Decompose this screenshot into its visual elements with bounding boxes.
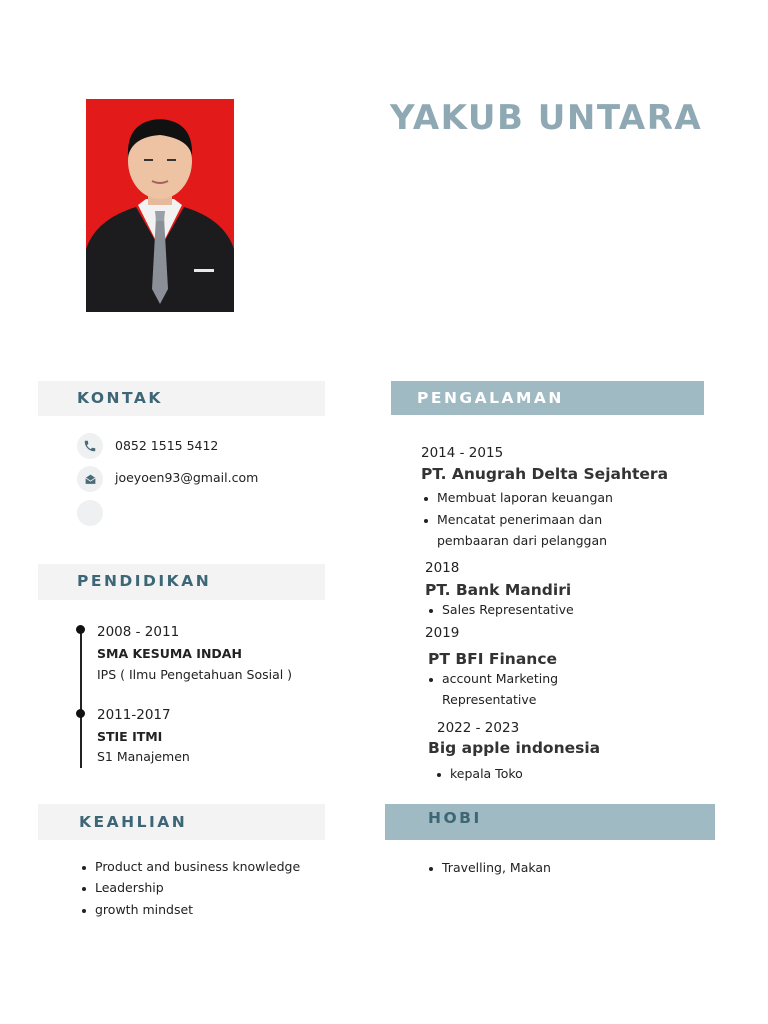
experience-duty: kepala Toko <box>450 766 523 781</box>
experience-company: PT BFI Finance <box>428 650 558 668</box>
education-section-title: PENDIDIKAN <box>77 572 212 590</box>
timeline-dot <box>76 709 85 718</box>
profile-photo <box>86 99 234 312</box>
skill-item: Product and business knowledge <box>95 859 301 874</box>
skills-section-title: KEAHLIAN <box>79 813 188 831</box>
person-name: YAKUB UNTARA <box>390 98 703 138</box>
education-major: S1 Manajemen <box>97 749 190 764</box>
experience-duty: Sales Representative <box>442 602 574 617</box>
experience-company: PT. Bank Mandiri <box>425 581 572 599</box>
experience-duty-continued: Representative <box>442 692 537 707</box>
blank-icon <box>77 500 103 526</box>
education-timeline <box>80 630 82 768</box>
phone-icon <box>77 433 103 459</box>
experience-company: PT. Anugrah Delta Sejahtera <box>421 465 669 483</box>
experience-section-title: PENGALAMAN <box>417 389 564 407</box>
skill-item: growth mindset <box>95 902 194 917</box>
experience-years: 2019 <box>425 625 460 641</box>
experience-duty: Mencatat penerimaan dan <box>437 512 603 527</box>
education-years: 2011-2017 <box>97 707 171 723</box>
experience-duty-continued: pembaaran dari pelanggan <box>437 533 608 548</box>
timeline-dot <box>76 625 85 634</box>
contact-phone: 0852 1515 5412 <box>115 438 219 453</box>
contact-section-title: KONTAK <box>77 389 163 407</box>
experience-years: 2018 <box>425 560 460 576</box>
education-school: SMA KESUMA INDAH <box>97 646 242 661</box>
experience-years: 2022 - 2023 <box>437 720 520 736</box>
skill-item: Leadership <box>95 880 164 895</box>
education-major: IPS ( Ilmu Pengetahuan Sosial ) <box>97 667 293 682</box>
experience-years: 2014 - 2015 <box>421 445 504 461</box>
experience-company: Big apple indonesia <box>428 739 601 757</box>
email-icon <box>77 466 103 492</box>
experience-duty: Membuat laporan keuangan <box>437 490 613 505</box>
hobby-item: Travelling, Makan <box>442 860 551 875</box>
experience-duty: account Marketing <box>442 671 559 686</box>
education-years: 2008 - 2011 <box>97 624 180 640</box>
contact-email: joeyoen93@gmail.com <box>115 470 259 485</box>
education-school: STIE ITMI <box>97 729 163 744</box>
hobby-section-title: HOBI <box>428 809 482 827</box>
